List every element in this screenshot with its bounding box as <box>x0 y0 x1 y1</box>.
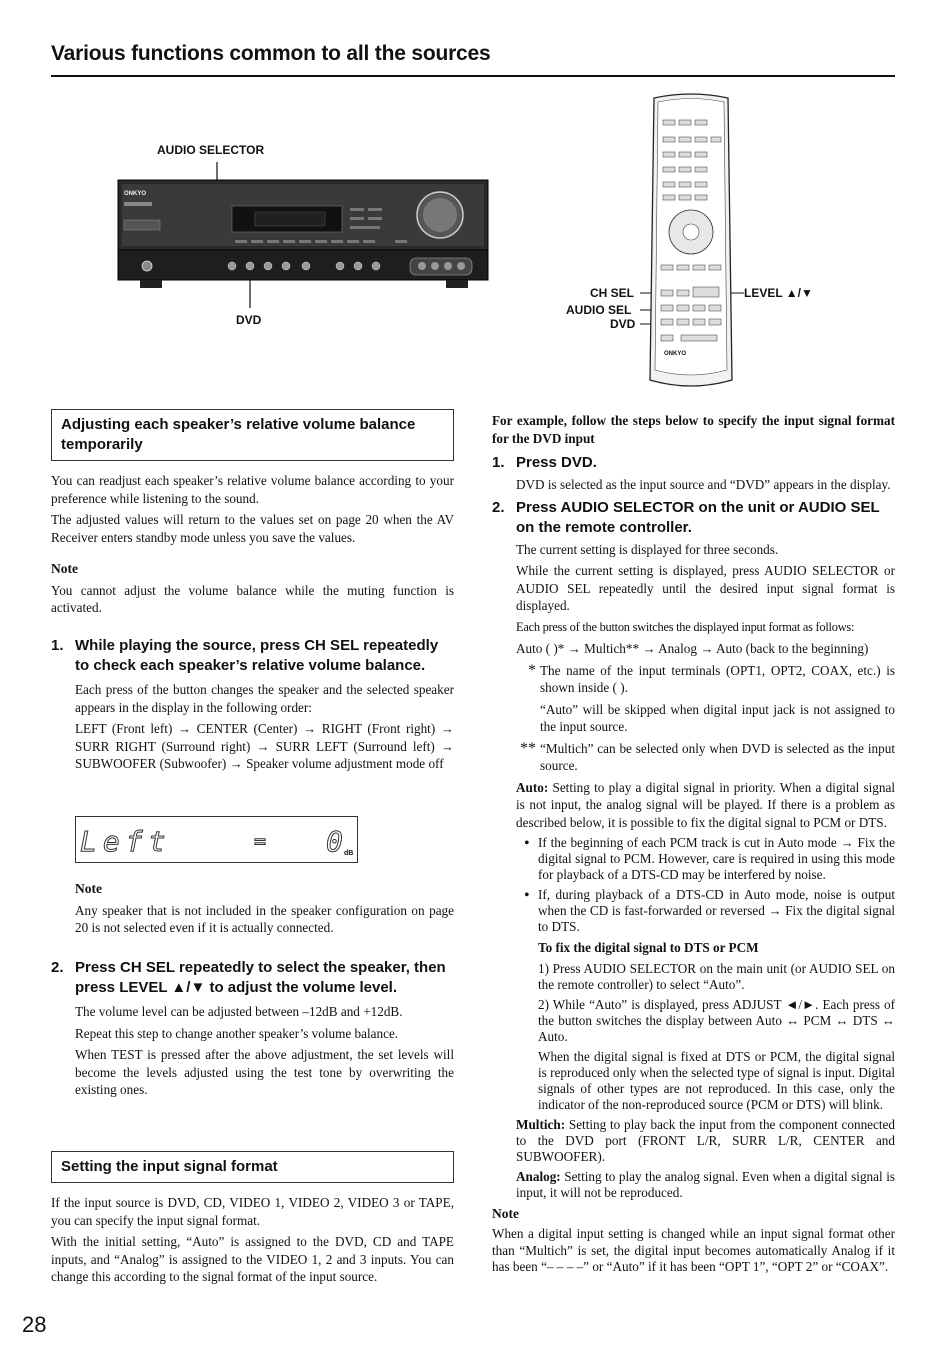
ch-sel-callout: CH SEL <box>590 286 635 300</box>
step-number: 2. <box>492 498 505 516</box>
paragraph: When TEST is pressed after the above adjustment, the set levels will become the levels adjusted using the test tone by overwriting the existing ones. <box>75 1047 454 1097</box>
definition: Setting to play back the input from the component connected to the DVD port (FRONT L/R, SURR L/R, CENTER and SUBWOOFER). <box>516 1116 895 1164</box>
speaker-order-sequence: LEFT (Front left) → CENTER (Center) → RIGHT (Front right) → SURR RIGHT (Surround right) → SURR LEFT (Surround left) → SUBWOOFER (Subwoofer) → Speaker volume adjustment mode off <box>75 721 454 771</box>
title-divider <box>51 75 895 77</box>
level-callout: LEVEL ▲/▼ <box>744 286 813 300</box>
paragraph: The volume level can be adjusted between –12dB and +12dB. <box>75 1004 403 1019</box>
footnote-text: The name of the input terminals (OPT1, OPT2, COAX, etc.) is shown inside ( ). <box>540 662 895 695</box>
remote-brand-logo: ONKYO <box>664 351 687 357</box>
note-text: When a digital input setting is changed while an input signal format other than “Multich” is set, the digital input becomes automatically Analog if it has been “– – – –” or “Auto” if it has been “OPT 1”, “OPT 2” or “COAX”. <box>492 1226 895 1274</box>
display-panel-illustration <box>75 816 358 863</box>
step-title: While playing the source, press CH SEL repeatedly to check each speaker’s relative volume balance. <box>75 637 439 674</box>
note-text: You cannot adjust the volume balance while the muting function is activated. <box>51 582 454 615</box>
bullet-marker: • <box>524 835 530 852</box>
dvd-remote-callout: DVD <box>610 317 636 331</box>
auto-description <box>516 779 895 832</box>
bullet-text: If, during playback of a DTS-CD in Auto mode, noise is output when the CD is fast-forwarded or reversed → Fix the digital signal to DTS. <box>538 887 895 934</box>
paragraph: Repeat this step to change another speaker’s volume balance. <box>75 1025 399 1041</box>
bullet-text: If the beginning of each PCM track is cut in Auto mode → Fix the digital signal to PCM. However, care is required in using this mode for playback of a DTS-CD may be interfered by noise. <box>538 835 895 882</box>
paragraph: You can readjust each speaker’s relative volume balance according to your preference while listening to the sound. <box>51 473 454 506</box>
display-speaker-name: Left <box>80 825 172 858</box>
remote-controller-illustration <box>636 90 746 395</box>
page-title: Various functions common to all the sources <box>51 42 491 65</box>
paragraph: The adjusted values will return to the values set on page 20 when the AV Receiver enters standby mode unless you save the values. <box>51 512 454 545</box>
section-heading-input-signal: Setting the input signal format <box>51 1151 454 1183</box>
footnote-marker: * <box>528 661 536 679</box>
multich-description <box>516 1117 895 1165</box>
audio-selector-callout: AUDIO SELECTOR <box>157 143 265 157</box>
note-text: Any speaker that is not included in the speaker configuration on page 20 is not selected even if it is actually connected. <box>75 902 454 935</box>
paragraph: While the current setting is displayed, press AUDIO SELECTOR or AUDIO SEL repeatedly until the desired input signal format is displayed. <box>516 563 895 613</box>
paragraph: DVD is selected as the input source and “DVD” appears in the display. <box>516 477 891 492</box>
step-number: 2. <box>51 959 64 976</box>
sub-heading: To fix the digital signal to DTS or PCM <box>538 940 759 955</box>
audio-sel-callout: AUDIO SEL <box>566 303 632 317</box>
receiver-front-panel-illustration <box>110 150 500 315</box>
procedure-step: 2) While “Auto” is displayed, press ADJUST ◄/►. Each press of the button switches the display between Auto ↔ PCM ↔ DTS ↔ Auto. <box>538 996 895 1044</box>
unit-brand-logo: ONKYO <box>124 191 147 197</box>
procedure-step: 1) Press AUDIO SELECTOR on the main unit (or AUDIO SEL on the remote controller) to select “Auto”. <box>538 960 895 992</box>
step-number: 1. <box>51 637 64 654</box>
display-level-value: 0 <box>326 825 343 858</box>
definition: Setting to play a digital signal in priority. When a digital signal is not input, the analog signal will be played. If there is a problem as described below, it is possible to fix the digital signal to PCM or DTS. <box>516 779 895 830</box>
paragraph: With the initial setting, “Auto” is assigned to the DVD, CD and TAPE inputs, and “Analog” is assigned to the VIDEO 1, 2 and 3 inputs. You can change this according to the signal format of the input source. <box>51 1234 454 1284</box>
term: Multich: <box>516 1116 566 1132</box>
term: Auto: <box>516 779 549 795</box>
paragraph: Each press of the button changes the speaker and the selected speaker appears in the display in the following order: <box>75 682 454 715</box>
paragraph: The current setting is displayed for three seconds. <box>516 541 779 557</box>
bullet-marker: • <box>524 887 530 904</box>
footnote-text: “Auto” will be skipped when digital input jack is not assigned to the input source. <box>540 701 895 734</box>
display-unit: dB <box>344 850 354 857</box>
step-title: Press DVD. <box>516 454 597 471</box>
footnote-text: “Multich” can be selected only when DVD is selected as the input source. <box>540 740 895 773</box>
note-heading: Note <box>75 881 102 896</box>
dvd-callout: DVD <box>236 313 262 327</box>
paragraph: Each press of the button switches the displayed input format as follows: <box>516 619 855 634</box>
note-heading: Note <box>492 1205 519 1221</box>
footnote-marker: ** <box>520 739 536 757</box>
section-heading-speaker-balance: Adjusting each speaker’s relative volume balance temporarily <box>51 409 454 461</box>
step-title: Press CH SEL repeatedly to select the speaker, then press LEVEL ▲/▼ to adjust the volume level. <box>75 959 446 996</box>
intro-text: For example, follow the steps below to specify the input signal format for the DVD input <box>492 413 895 446</box>
note-heading: Note <box>51 561 78 576</box>
step-number: 1. <box>492 454 505 471</box>
page-number: 28 <box>22 1312 47 1337</box>
term: Analog: <box>516 1168 561 1184</box>
format-sequence: Auto ( )* → Multich** → Analog → Auto (back to the beginning) <box>516 641 869 656</box>
step-title: Press AUDIO SELECTOR on the unit or AUDIO SEL on the remote controller. <box>516 498 880 536</box>
paragraph: When the digital signal is fixed at DTS or PCM, the digital signal is reproduced only when the selected type of signal is input. Digital signals of other types are not reproduced. In this case, only the indicator of the non-reproduced source (PCM or DTS) will blink. <box>538 1048 895 1112</box>
analog-description <box>516 1169 895 1201</box>
display-separator: = <box>254 829 267 853</box>
definition: Setting to play the analog signal. Even when a digital signal is input, it will not be reproduced. <box>516 1168 895 1200</box>
paragraph: If the input source is DVD, CD, VIDEO 1, VIDEO 2, VIDEO 3 or TAPE, you can specify the input signal format. <box>51 1195 454 1228</box>
